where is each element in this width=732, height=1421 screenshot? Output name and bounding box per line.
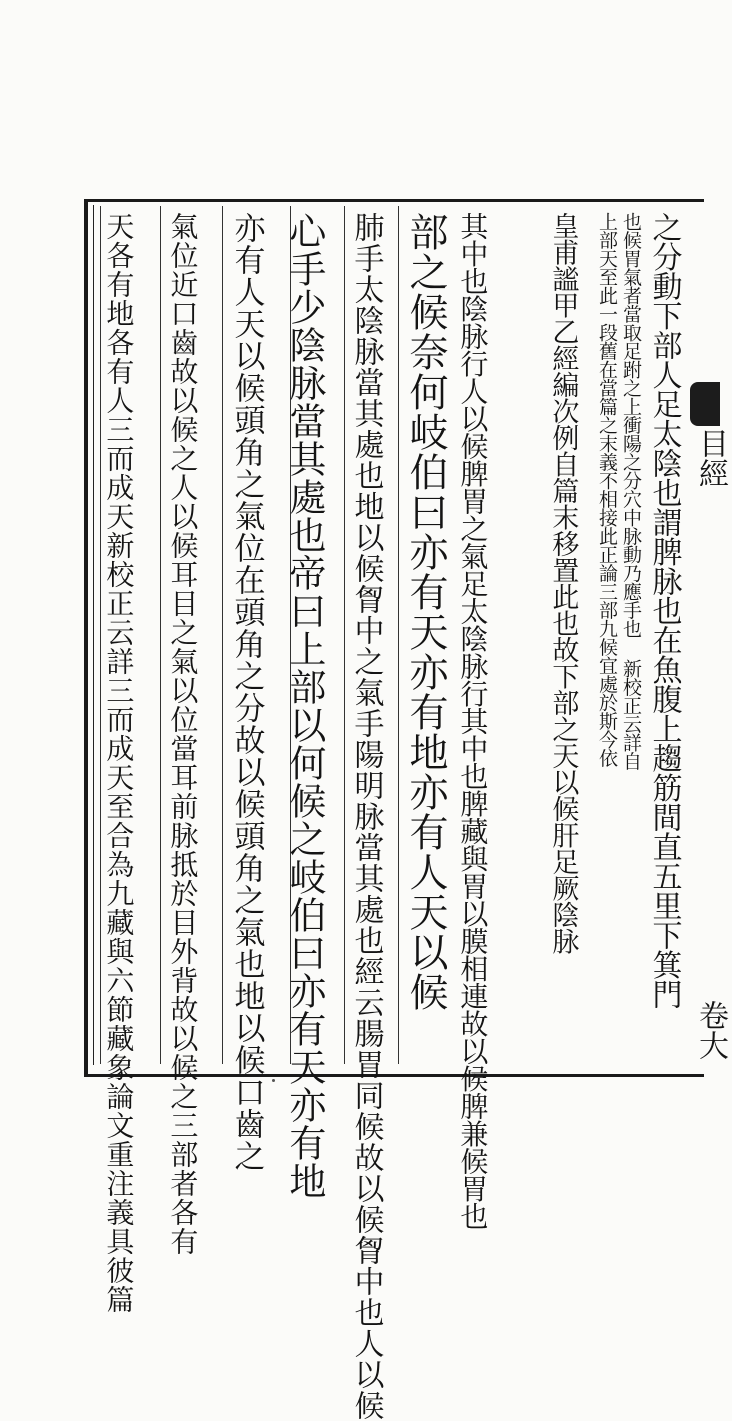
column-rule — [222, 206, 223, 1064]
column-rule — [160, 206, 161, 1064]
text-column-9: 心手少陰脉當其處也帝曰上部以何候之岐伯曰亦有天亦有地 — [282, 212, 326, 1200]
column-rule — [398, 206, 399, 1064]
column-rule — [100, 206, 101, 1064]
text-column-12: 天各有地各有人三而成天新校正云詳三而成天至合為九藏與六節藏象論文重注義具彼篇 — [102, 212, 136, 1314]
fold-volume: 卷大 — [693, 1000, 728, 1060]
text-column-1: 之分動下部人足太陰也謂脾脉也在魚腹上趨筋間直五里下箕門 — [646, 212, 682, 1009]
column-rule — [344, 206, 345, 1064]
fold-title: 目經 — [693, 428, 728, 488]
text-column-7: 部之候奈何岐伯曰亦有天亦有地亦有人天以候 — [402, 212, 448, 1012]
fold-tab — [690, 382, 720, 426]
text-column-3: 也候胃氣者當取足跗之上衝陽之分穴中脉動乃應手也 新校正云詳自 — [619, 212, 642, 770]
text-column-11: 氣位近口齒故以候之人以候耳目之氣以位當耳前脉抵於目外背故以候之三部者各有 — [166, 212, 200, 1256]
ink-speck — [272, 1079, 275, 1082]
inner-rule — [93, 205, 94, 1065]
text-column-8: 肺手太陰脉當其處也地以候胷中之氣手陽明脉當其處也經云腸胃同候故以候胷中也人以候 — [348, 212, 384, 1421]
text-column-5: 皇甫謐甲乙經編次例自篇末移置此也故下部之天以候肝足厥陰脉 — [547, 212, 579, 954]
text-column-10: 亦有人天以候頭角之氣位在頭角之分故以候頭角之氣也地以候口齒之 — [228, 212, 265, 1172]
text-column-6: 其中也陰脉行人以候脾胃之氣足太陰脉行其中也脾藏與胃以膜相連故以候脾兼候胃也 — [456, 212, 490, 1230]
text-column-4: 上部天至此一段舊在當篇之末義不相接此正論三部九候宜處於斯今依 — [595, 212, 618, 767]
